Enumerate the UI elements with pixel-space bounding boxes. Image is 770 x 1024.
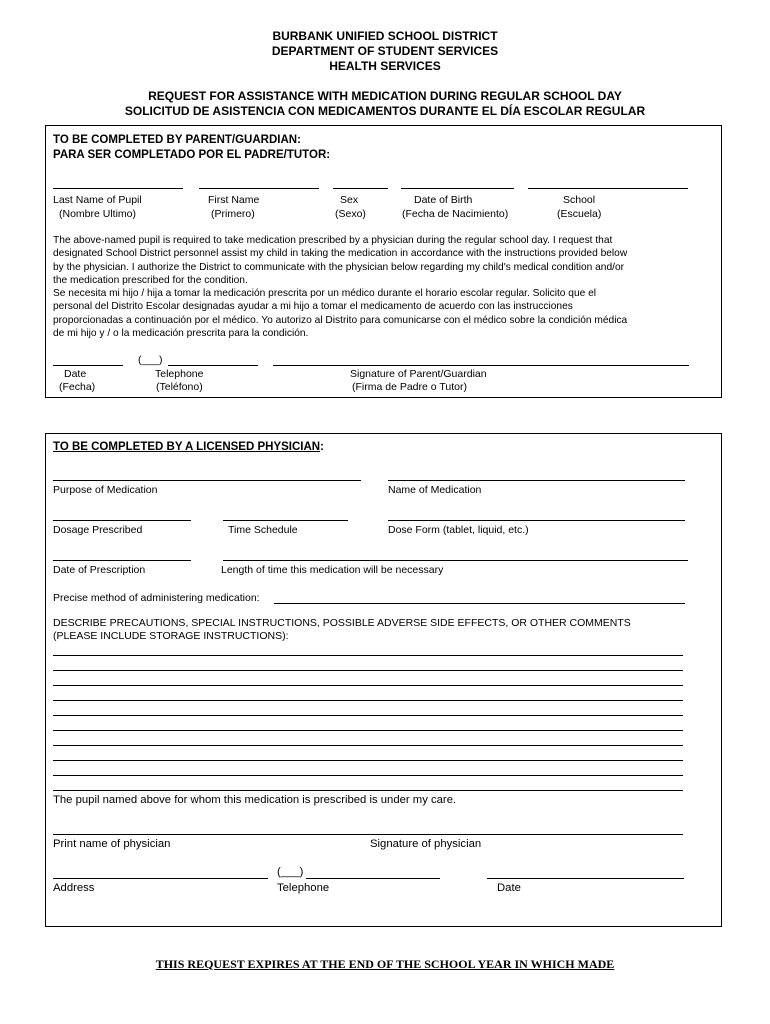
parent-phone-area-code: (___) xyxy=(138,354,163,366)
school-label: School xyxy=(563,194,596,206)
physician-phone-area-code: (___) xyxy=(277,866,304,878)
department-name: DEPARTMENT OF STUDENT SERVICES xyxy=(271,44,499,58)
comments-line[interactable] xyxy=(53,775,683,776)
dose-form-line[interactable] xyxy=(388,520,685,521)
consent-en-line: the medication prescribed for the condition. xyxy=(53,274,248,286)
precautions-label: DESCRIBE PRECAUTIONS, SPECIAL INSTRUCTIONS, POSSIBLE ADVERSE SIDE EFFECTS, OR OTHER COMMENTS xyxy=(53,617,631,629)
parent-phone-line[interactable] xyxy=(168,365,258,366)
physician-date-line[interactable] xyxy=(487,878,684,879)
parent-signature-line[interactable] xyxy=(273,365,689,366)
under-care-statement: The pupil named above for whom this medication is prescribed is under my care. xyxy=(53,794,457,806)
consent-en-line: by the physician. I authorize the District to communicate with the physician below regarding my child's medical condition and/or xyxy=(53,261,625,273)
school-line[interactable] xyxy=(528,188,688,189)
parent-phone-label: Telephone xyxy=(155,368,204,380)
consent-english xyxy=(53,234,627,340)
first-name-label: First Name xyxy=(208,194,260,206)
dob-label-es: (Fecha de Nacimiento) xyxy=(402,208,509,220)
medication-name-line[interactable] xyxy=(388,480,685,481)
consent-es-line: personal del Distrito Escolar designadas ayudar a mi hijo a tomar el medicamento de acuerdo con las instrucciones xyxy=(53,301,573,313)
expiration-notice: THIS REQUEST EXPIRES AT THE END OF THE SCHOOL YEAR IN WHICH MADE xyxy=(155,957,615,971)
physician-heading-colon: : xyxy=(320,441,324,453)
parent-heading-spanish: PARA SER COMPLETADO POR EL PADRE/TUTOR: xyxy=(53,149,331,161)
time-schedule-line[interactable] xyxy=(223,520,348,521)
dose-form-label: Dose Form (tablet, liquid, etc.) xyxy=(388,524,529,536)
last-name-label: Last Name of Pupil xyxy=(53,194,142,206)
parent-heading-english: TO BE COMPLETED BY PARENT/GUARDIAN: xyxy=(53,134,301,146)
parent-date-label: Date xyxy=(64,368,87,380)
print-name-label: Print name of physician xyxy=(53,838,171,850)
comments-line[interactable] xyxy=(53,715,683,716)
comments-line[interactable] xyxy=(53,700,683,701)
purpose-line[interactable] xyxy=(53,480,361,481)
physician-heading xyxy=(53,441,324,454)
date-of-birth-line[interactable] xyxy=(401,188,514,189)
consent-en-line: designated School District personnel assist my child in taking the medication in accordance with the instructions provided below xyxy=(53,248,628,260)
parent-phone-label-es: (Teléfono) xyxy=(156,381,203,393)
address-line[interactable] xyxy=(53,878,268,879)
physician-phone-label: Telephone xyxy=(277,882,330,894)
parent-date-line[interactable] xyxy=(53,365,123,366)
school-label-es: (Escuela) xyxy=(557,208,602,220)
physician-name-signature-line[interactable] xyxy=(53,834,683,835)
consent-es-line: proporcionadas a continuación por el médico. Yo autorizo al Distrito para comunicarse con el médico sobre la condición médica xyxy=(53,314,628,326)
dob-label: Date of Birth xyxy=(414,194,473,206)
address-label: Address xyxy=(53,882,95,894)
comments-line[interactable] xyxy=(53,790,683,791)
last-name-label-es: (Nombre Ultimo) xyxy=(59,208,137,220)
prescription-date-label: Date of Prescription xyxy=(53,564,146,576)
dosage-line[interactable] xyxy=(53,520,191,521)
storage-instructions-label: (PLEASE INCLUDE STORAGE INSTRUCTIONS): xyxy=(53,630,289,642)
comments-line[interactable] xyxy=(53,670,683,671)
comments-line[interactable] xyxy=(53,655,683,656)
last-name-line[interactable] xyxy=(53,188,183,189)
comments-line[interactable] xyxy=(53,745,683,746)
parent-signature-label: Signature of Parent/Guardian xyxy=(350,368,487,380)
service-name: HEALTH SERVICES xyxy=(329,59,441,73)
comments-line[interactable] xyxy=(53,760,683,761)
purpose-label: Purpose of Medication xyxy=(53,484,158,496)
first-name-label-es: (Primero) xyxy=(211,208,255,220)
sex-label-es: (Sexo) xyxy=(335,208,366,220)
physician-heading-text: TO BE COMPLETED BY A LICENSED PHYSICIAN xyxy=(53,441,321,453)
physician-signature-label: Signature of physician xyxy=(370,838,482,850)
parent-date-label-es: (Fecha) xyxy=(59,381,96,393)
district-name: BURBANK UNIFIED SCHOOL DISTRICT xyxy=(272,29,498,43)
physician-section xyxy=(45,433,722,927)
length-of-time-label: Length of time this medication will be necessary xyxy=(221,564,444,576)
sex-line[interactable] xyxy=(333,188,388,189)
administration-method-line[interactable] xyxy=(274,603,685,604)
form-title-english: REQUEST FOR ASSISTANCE WITH MEDICATION DURING REGULAR SCHOOL DAY xyxy=(148,89,622,103)
consent-en-line: The above-named pupil is required to take medication prescribed by a physician during the regular school day. I request that xyxy=(53,235,613,246)
prescription-date-line[interactable] xyxy=(53,560,191,561)
comments-line[interactable] xyxy=(53,685,683,686)
form-title-spanish: SOLICITUD DE ASISTENCIA CON MEDICAMENTOS DURANTE EL DÍA ESCOLAR REGULAR xyxy=(124,104,646,118)
administration-method-label: Precise method of administering medication: xyxy=(53,592,260,604)
physician-date-label: Date xyxy=(497,882,521,894)
dosage-label: Dosage Prescribed xyxy=(53,524,143,536)
medication-name-label: Name of Medication xyxy=(388,484,482,496)
time-schedule-label: Time Schedule xyxy=(228,524,298,536)
first-name-line[interactable] xyxy=(199,188,319,189)
length-of-time-line[interactable] xyxy=(223,560,688,561)
comments-line[interactable] xyxy=(53,730,683,731)
sex-label: Sex xyxy=(340,194,359,206)
consent-es-line: Se necesita mi hijo / hija a tomar la medicación prescrita por un médico durante el horario escolar regular. Solicito que el xyxy=(53,288,597,300)
consent-es-line: de mi hijo y / o la medicación prescrita para la condición. xyxy=(53,328,309,340)
physician-phone-line[interactable] xyxy=(306,878,440,879)
parent-signature-label-es: (Firma de Padre o Tutor) xyxy=(352,381,467,393)
